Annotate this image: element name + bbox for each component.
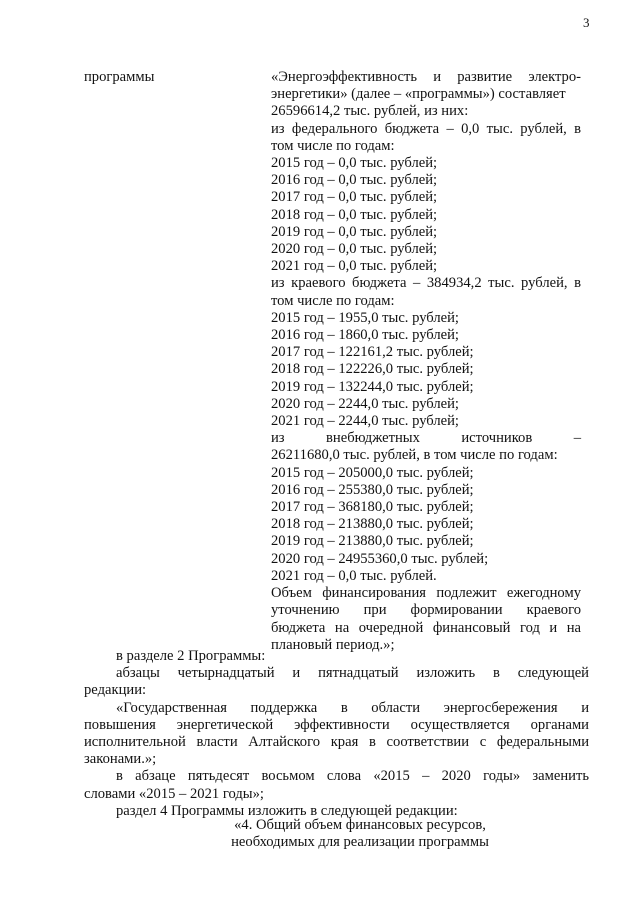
paragraph-section2: в разделе 2 Программы:: [116, 648, 266, 664]
regional-year-line: 2019 год – 132244,0 тыс. рублей;: [271, 378, 474, 395]
federal-year-line: 2019 год – 0,0 тыс. рублей;: [271, 223, 438, 240]
extrabudget-year-line: 2018 год – 213880,0 тыс. рублей;: [271, 516, 474, 533]
regional-budget-head: из краевого бюджета – 384934,2 тыс. рублей, в: [271, 275, 581, 292]
federal-year-line: 2021 год – 0,0 тыс. рублей;: [271, 258, 438, 275]
extrabudget-head: из внебюджетных источников –: [271, 430, 581, 447]
quote-line4: законами.»;: [84, 751, 157, 768]
regional-year-line: 2016 год – 1860,0 тыс. рублей;: [271, 327, 459, 344]
regional-year-line: 2021 год – 2244,0 тыс. рублей;: [271, 413, 459, 430]
section-heading: [200, 817, 520, 851]
financing-volume-text: [271, 69, 581, 654]
extrabudget-year-line: 2016 год – 255380,0 тыс. рублей;: [271, 481, 474, 498]
extrabudget-head-cont: 26211680,0 тыс. рублей, в том числе по годам:: [271, 447, 558, 464]
closing-line-3: бюджета на очередной финансовый год и на: [271, 619, 581, 636]
federal-year-line: 2018 год – 0,0 тыс. рублей;: [271, 206, 438, 223]
quote-line2: повышения энергетической эффективности осуществляется органами: [84, 716, 589, 733]
extrabudget-year-line: 2017 год – 368180,0 тыс. рублей;: [271, 499, 474, 516]
closing-line-4: плановый период.»;: [271, 636, 395, 653]
paragraph-section4: раздел 4 Программы изложить в следующей редакции:: [116, 802, 458, 819]
extrabudget-year-line: 2021 год – 0,0 тыс. рублей.: [271, 567, 437, 584]
intro-line-3: 26596614,2 тыс. рублей, из них:: [271, 103, 469, 120]
paragraph-abzacy-line2: редакции:: [84, 682, 147, 699]
section-heading-line1: «4. Общий объем финансовых ресурсов,: [234, 817, 486, 833]
regional-year-line: 2020 год – 2244,0 тыс. рублей;: [271, 395, 459, 412]
section-heading-line2: необходимых для реализации программы: [231, 834, 489, 851]
paragraph-replace-line2: словами «2015 – 2021 годы»;: [84, 785, 264, 802]
federal-year-line: 2020 год – 0,0 тыс. рублей;: [271, 241, 438, 258]
quote-line3: исполнительной власти Алтайского края в соответствии с федеральными: [84, 734, 589, 751]
intro-line-1: «Энергоэффективность и развитие электро-: [271, 69, 581, 85]
regional-year-line: 2018 год – 122226,0 тыс. рублей;: [271, 361, 474, 378]
regional-budget-head-cont: том числе по годам:: [271, 292, 395, 309]
federal-budget-head-cont: том числе по годам:: [271, 137, 395, 154]
regional-year-line: 2017 год – 122161,2 тыс. рублей;: [271, 344, 474, 361]
closing-line-1: Объем финансирования подлежит ежегодному: [271, 585, 581, 602]
page-number: 3: [583, 15, 590, 30]
paragraph-abzacy-line1: абзацы четырнадцатый и пятнадцатый изложить в следующей: [116, 665, 589, 682]
quote-line1: «Государственная поддержка в области энергосбережения и: [116, 699, 589, 716]
extrabudget-year-line: 2020 год – 24955360,0 тыс. рублей;: [271, 550, 489, 567]
regional-year-line: 2015 год – 1955,0 тыс. рублей;: [271, 309, 459, 326]
extrabudget-year-line: 2019 год – 213880,0 тыс. рублей;: [271, 533, 474, 550]
federal-year-line: 2017 год – 0,0 тыс. рублей;: [271, 189, 438, 206]
left-column-label: программы: [84, 69, 155, 85]
paragraph-replace-line1: в абзаце пятьдесят восьмом слова «2015 – 2020 годы» заменить: [116, 768, 589, 785]
amendments-body: [84, 648, 589, 820]
federal-year-line: 2016 год – 0,0 тыс. рублей;: [271, 172, 438, 189]
intro-line-2: энергетики» (далее – «программы») составляет: [271, 86, 566, 103]
federal-year-line: 2015 год – 0,0 тыс. рублей;: [271, 155, 438, 172]
closing-line-2: уточнению при формировании краевого: [271, 602, 581, 619]
extrabudget-year-line: 2015 год – 205000,0 тыс. рублей;: [271, 464, 474, 481]
federal-budget-head: из федерального бюджета – 0,0 тыс. рублей, в: [271, 120, 581, 137]
